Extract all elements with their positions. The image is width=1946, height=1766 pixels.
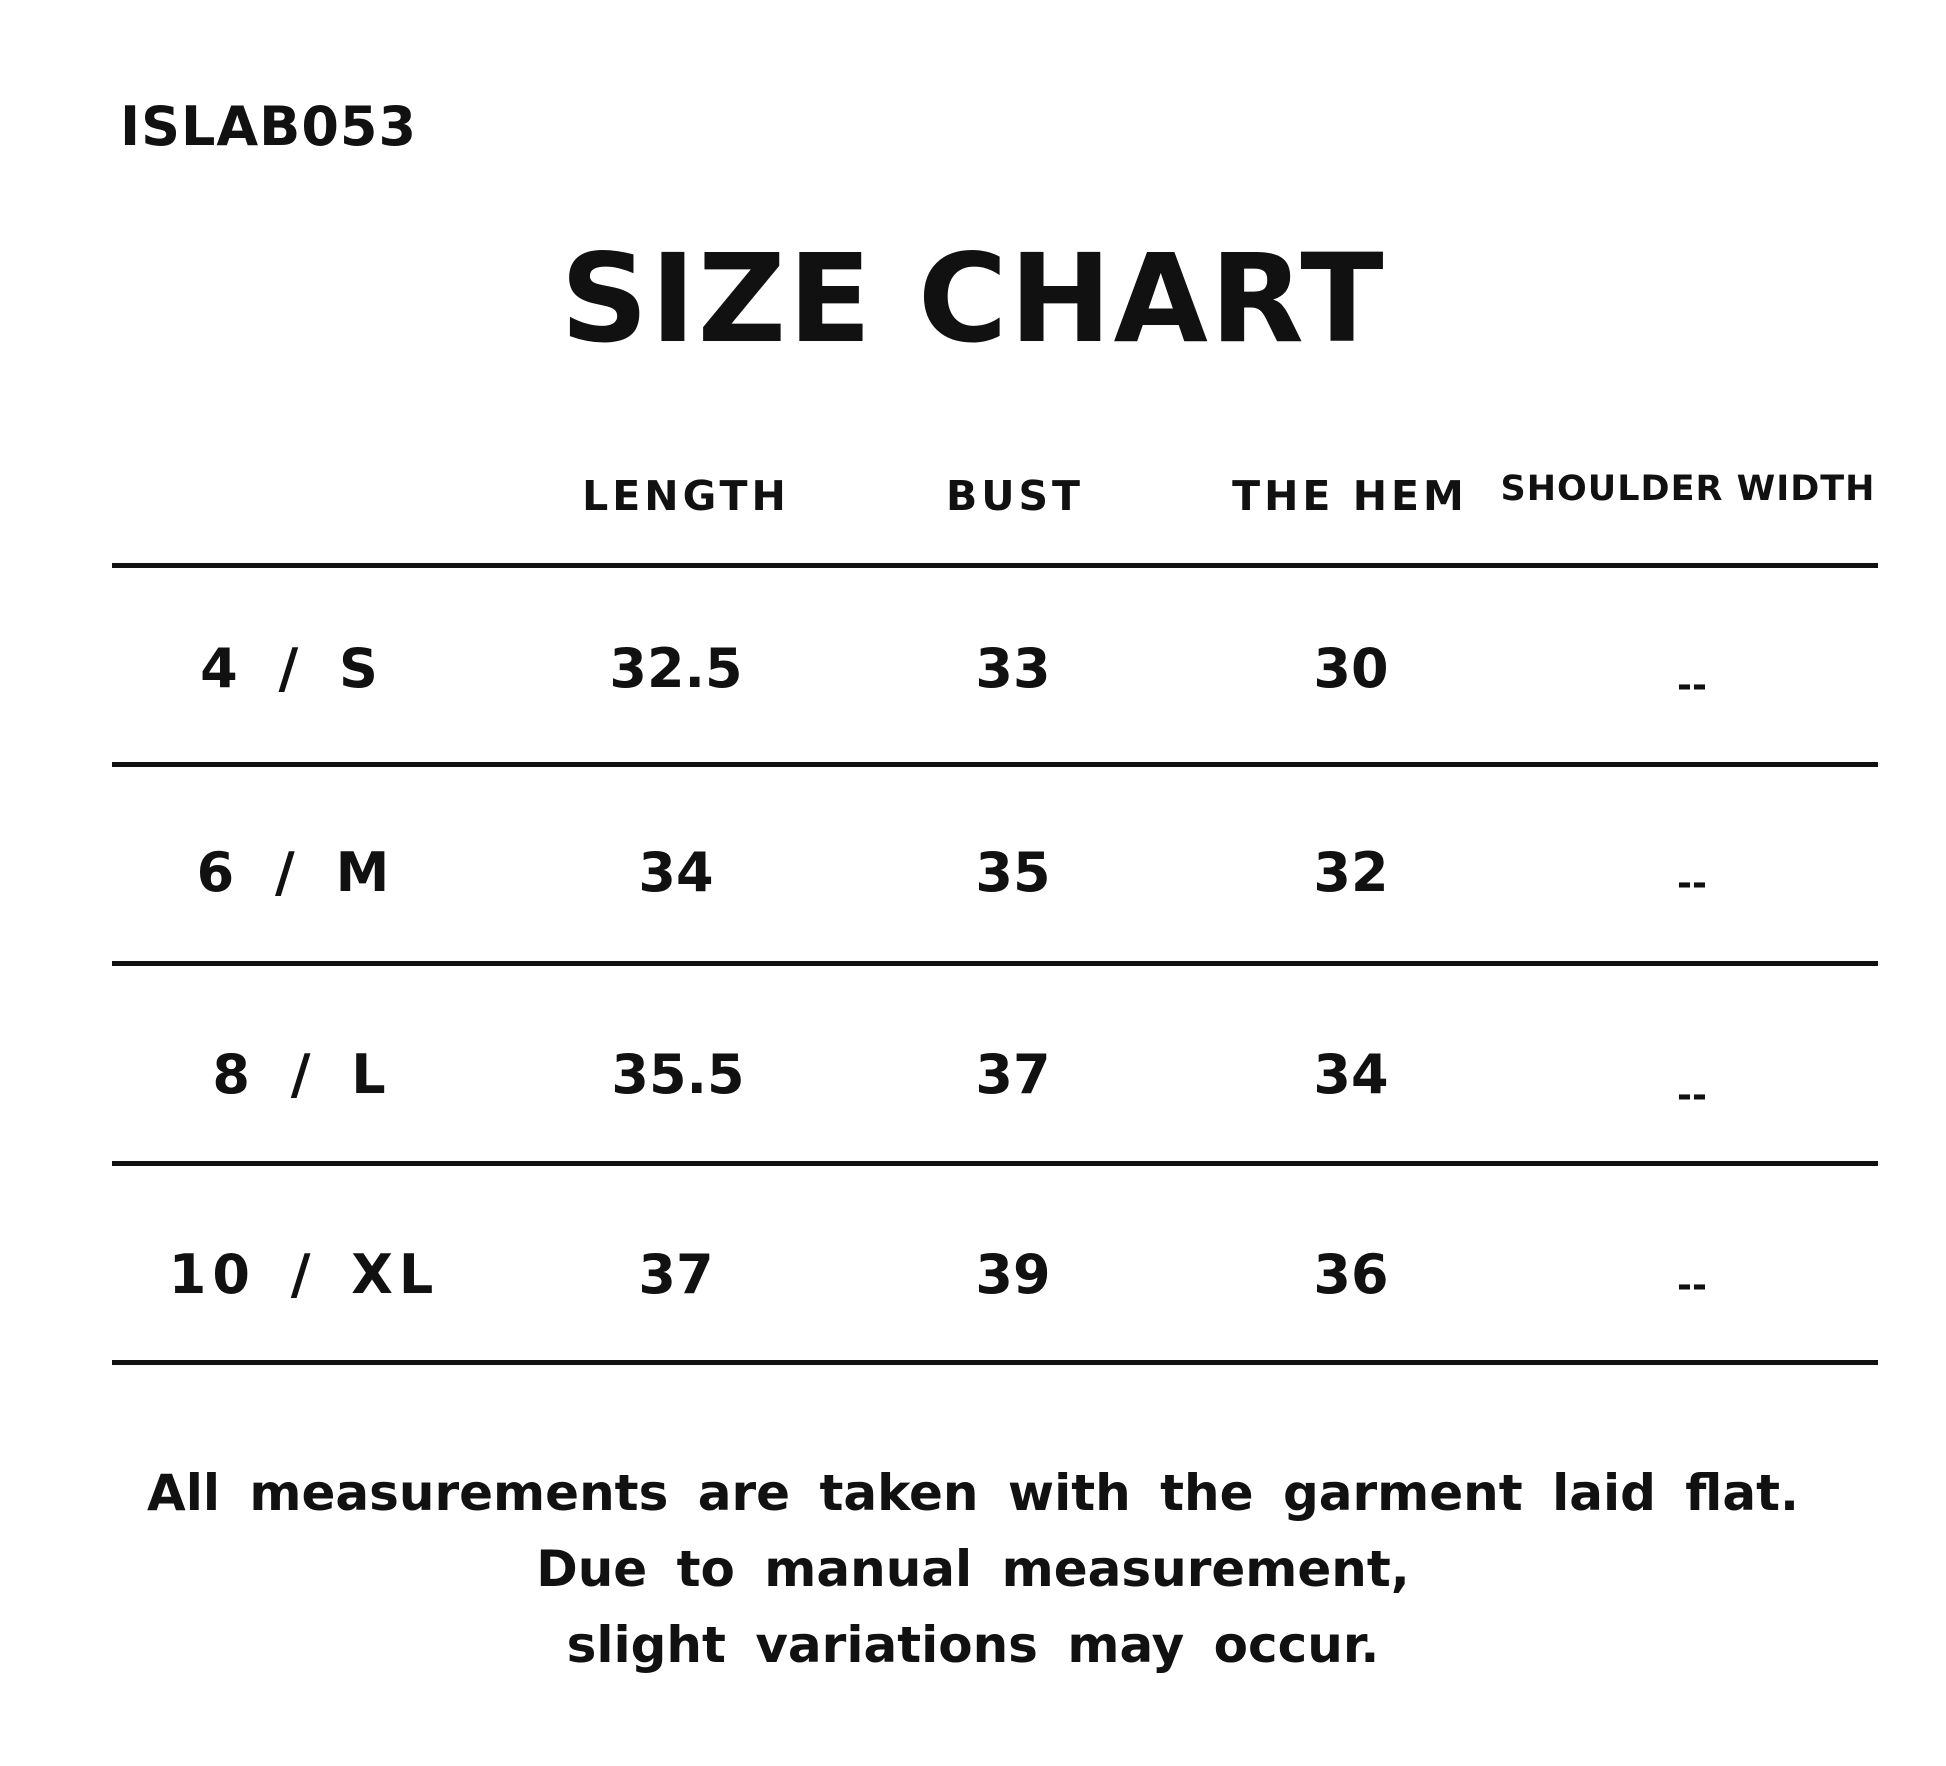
shoulder-width-value: -- bbox=[1677, 863, 1707, 904]
page-title: SIZE CHART bbox=[560, 228, 1386, 370]
bust-value: 35 bbox=[975, 841, 1051, 904]
length-value: 34 bbox=[638, 841, 714, 904]
bust-value: 37 bbox=[975, 1043, 1051, 1106]
column-header-bust: BUST bbox=[945, 472, 1085, 520]
product-code: ISLAB053 bbox=[120, 95, 418, 158]
note-line: All measurements are taken with the garment laid flat. bbox=[147, 1464, 1799, 1522]
table-divider bbox=[112, 961, 1878, 966]
column-header-shoulder-width: SHOULDER WIDTH bbox=[1500, 469, 1876, 509]
bust-value: 39 bbox=[975, 1243, 1051, 1306]
hem-value: 36 bbox=[1313, 1243, 1389, 1306]
measurement-note bbox=[0, 1455, 1946, 1683]
size-label: 4 / S bbox=[200, 637, 384, 700]
length-value: 37 bbox=[638, 1243, 714, 1306]
size-label: 6 / M bbox=[196, 841, 396, 904]
table-divider bbox=[112, 1360, 1878, 1365]
hem-value: 30 bbox=[1313, 637, 1389, 700]
table-divider bbox=[112, 762, 1878, 767]
size-label: 10 / XL bbox=[168, 1243, 440, 1306]
hem-value: 32 bbox=[1313, 841, 1389, 904]
column-header-length: LENGTH bbox=[582, 472, 790, 520]
shoulder-width-value: -- bbox=[1677, 1265, 1707, 1306]
shoulder-width-value: -- bbox=[1677, 665, 1707, 706]
hem-value: 34 bbox=[1313, 1043, 1389, 1106]
size-label: 8 / L bbox=[212, 1043, 392, 1106]
note-line: slight variations may occur. bbox=[566, 1616, 1380, 1674]
table-divider bbox=[112, 1161, 1878, 1166]
bust-value: 33 bbox=[975, 637, 1051, 700]
column-header-hem: THE HEM bbox=[1232, 472, 1468, 520]
length-value: 32.5 bbox=[609, 637, 743, 700]
note-line: Due to manual measurement, bbox=[536, 1540, 1410, 1598]
length-value: 35.5 bbox=[611, 1043, 745, 1106]
table-divider bbox=[112, 563, 1878, 568]
shoulder-width-value: -- bbox=[1677, 1075, 1707, 1116]
